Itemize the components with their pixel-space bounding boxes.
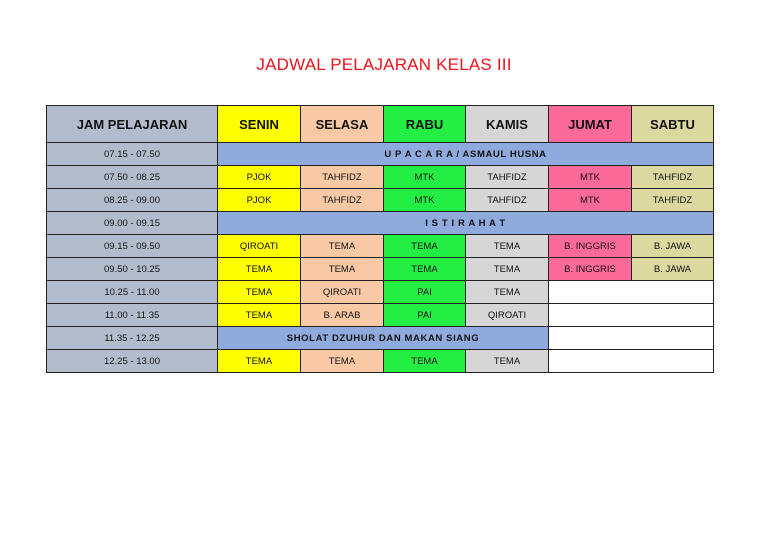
header-senin: SENIN <box>218 106 301 143</box>
subject-cell-sabtu: TAHFIDZ <box>632 166 714 189</box>
subject-cell-rabu: TEMA <box>384 258 466 281</box>
subject-cell-senin: TEMA <box>218 258 301 281</box>
time-cell: 11.00 - 11.35 <box>47 304 218 327</box>
header-rabu: RABU <box>384 106 466 143</box>
time-cell: 09.00 - 09.15 <box>47 212 218 235</box>
table-row <box>47 304 714 327</box>
subject-cell-senin: PJOK <box>218 166 301 189</box>
table-row <box>47 235 714 258</box>
empty-cell <box>549 304 714 327</box>
time-cell: 12.25 - 13.00 <box>47 350 218 373</box>
empty-cell <box>549 327 714 350</box>
time-cell: 08.25 - 09.00 <box>47 189 218 212</box>
prayer-lunch-cell: SHOLAT DZUHUR DAN MAKAN SIANG <box>218 327 549 350</box>
time-cell: 09.50 - 10.25 <box>47 258 218 281</box>
header-row <box>47 106 714 143</box>
subject-cell-kamis: TEMA <box>466 235 549 258</box>
subject-cell-sabtu: TAHFIDZ <box>632 189 714 212</box>
table-row <box>47 327 714 350</box>
subject-cell-kamis: TEMA <box>466 281 549 304</box>
header-jumat: JUMAT <box>549 106 632 143</box>
subject-cell-rabu: MTK <box>384 166 466 189</box>
subject-cell-jumat: B. INGGRIS <box>549 235 632 258</box>
subject-cell-selasa: TEMA <box>301 258 384 281</box>
time-cell: 10.25 - 11.00 <box>47 281 218 304</box>
subject-cell-kamis: TEMA <box>466 350 549 373</box>
header-selasa: SELASA <box>301 106 384 143</box>
subject-cell-rabu: MTK <box>384 189 466 212</box>
subject-cell-senin: TEMA <box>218 281 301 304</box>
table-row <box>47 258 714 281</box>
subject-cell-rabu: PAI <box>384 304 466 327</box>
break-cell: I S T I R A H A T <box>218 212 714 235</box>
subject-cell-kamis: TAHFIDZ <box>466 189 549 212</box>
subject-cell-kamis: QIROATI <box>466 304 549 327</box>
subject-cell-rabu: PAI <box>384 281 466 304</box>
subject-cell-rabu: TEMA <box>384 235 466 258</box>
table-row <box>47 281 714 304</box>
subject-cell-senin: TEMA <box>218 304 301 327</box>
subject-cell-selasa: TEMA <box>301 350 384 373</box>
time-cell: 09.15 - 09.50 <box>47 235 218 258</box>
time-cell: 07.15 - 07.50 <box>47 143 218 166</box>
subject-cell-selasa: TAHFIDZ <box>301 166 384 189</box>
subject-cell-rabu: TEMA <box>384 350 466 373</box>
time-cell: 07.50 - 08.25 <box>47 166 218 189</box>
header-kamis: KAMIS <box>466 106 549 143</box>
subject-cell-kamis: TAHFIDZ <box>466 166 549 189</box>
subject-cell-senin: PJOK <box>218 189 301 212</box>
subject-cell-kamis: TEMA <box>466 258 549 281</box>
subject-cell-sabtu: B. JAWA <box>632 235 714 258</box>
header-sabtu: SABTU <box>632 106 714 143</box>
subject-cell-jumat: MTK <box>549 189 632 212</box>
header-jam-pelajaran: JAM PELAJARAN <box>47 106 218 143</box>
table-row <box>47 212 714 235</box>
empty-cell <box>549 350 714 373</box>
table-row <box>47 143 714 166</box>
table-row <box>47 189 714 212</box>
schedule-table <box>46 105 714 373</box>
subject-cell-senin: QIROATI <box>218 235 301 258</box>
subject-cell-selasa: B. ARAB <box>301 304 384 327</box>
ceremony-cell: U P A C A R A / ASMAUL HUSNA <box>218 143 714 166</box>
empty-cell <box>549 281 714 304</box>
subject-cell-jumat: MTK <box>549 166 632 189</box>
subject-cell-senin: TEMA <box>218 350 301 373</box>
table-row <box>47 166 714 189</box>
time-cell: 11.35 - 12.25 <box>47 327 218 350</box>
subject-cell-jumat: B. INGGRIS <box>549 258 632 281</box>
subject-cell-selasa: QIROATI <box>301 281 384 304</box>
subject-cell-sabtu: B. JAWA <box>632 258 714 281</box>
subject-cell-selasa: TAHFIDZ <box>301 189 384 212</box>
schedule-title: JADWAL PELAJARAN KELAS III <box>256 55 512 74</box>
table-row <box>47 350 714 373</box>
subject-cell-selasa: TEMA <box>301 235 384 258</box>
